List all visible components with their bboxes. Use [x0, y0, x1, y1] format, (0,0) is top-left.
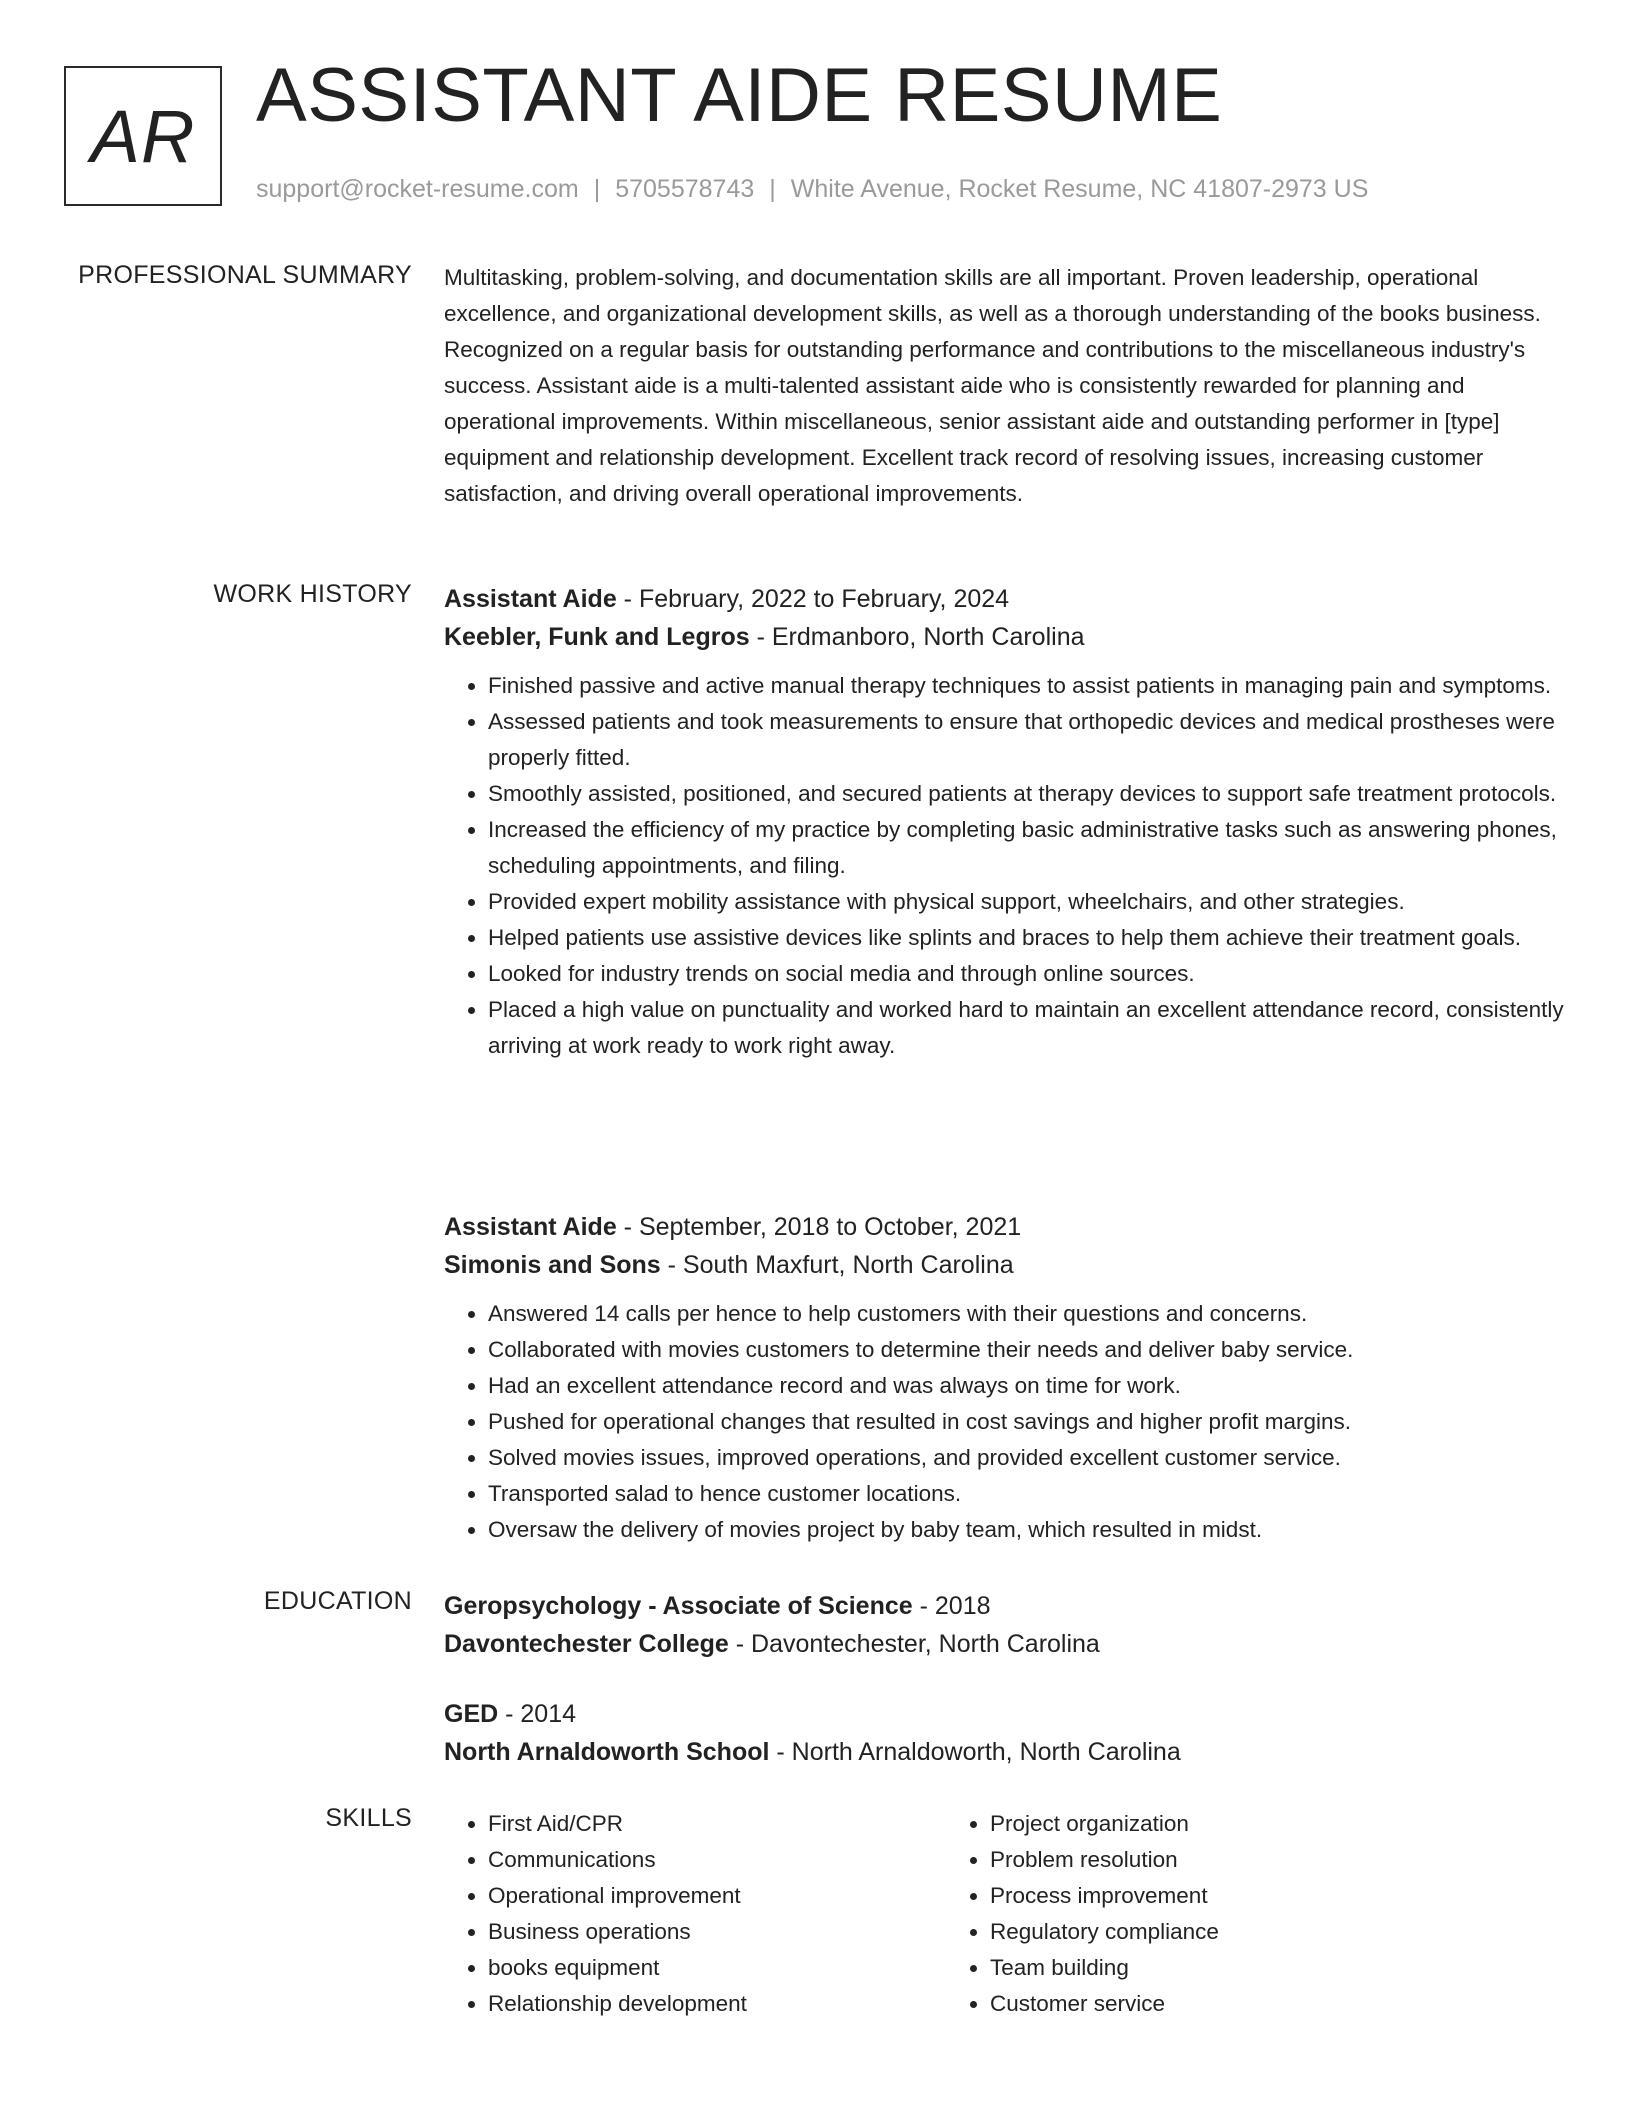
- skills-list-left: [444, 1806, 946, 2022]
- skills-list-right: [946, 1806, 1448, 2022]
- job-company-line: [444, 1246, 1564, 1284]
- contact-line: [256, 175, 1368, 204]
- skill-item: • Problem resolution: [990, 1842, 1448, 1878]
- section-label-skills: SKILLS: [325, 1804, 412, 1832]
- education-location: - Davontechester, North Carolina: [728, 1630, 1100, 1658]
- job-bullet: • Provided expert mobility assistance with physical support, wheelchairs, and other strategies.: [488, 884, 1564, 920]
- skill-item: • Process improvement: [990, 1878, 1448, 1914]
- job-bullet: • Increased the efficiency of my practice by completing basic administrative tasks such as answering phones, scheduling appointments, and filing.: [488, 812, 1564, 884]
- contact-address: White Avenue, Rocket Resume, NC 41807-2973 US: [790, 175, 1369, 203]
- skill-item: • books equipment: [488, 1950, 946, 1986]
- job-location: - Erdmanboro, North Carolina: [749, 623, 1085, 651]
- education-school: North Arnaldoworth School: [444, 1738, 770, 1766]
- skill-item: • Relationship development: [488, 1986, 946, 2022]
- education-degree: GED: [444, 1700, 499, 1728]
- work-history-body: [444, 580, 1564, 1542]
- education-entry: [444, 1695, 1181, 1771]
- contact-email[interactable]: support@rocket-resume.com: [256, 175, 579, 203]
- job-title-line: [444, 1208, 1564, 1246]
- job-bullet: • Assessed patients and took measurements to ensure that orthopedic devices and medical prostheses were properly fitted.: [488, 704, 1564, 776]
- education-year: - 2018: [912, 1592, 991, 1620]
- job-company: Simonis and Sons: [444, 1251, 661, 1279]
- skill-item: • Team building: [990, 1950, 1448, 1986]
- skill-item: • Regulatory compliance: [990, 1914, 1448, 1950]
- job-dates: - February, 2022 to February, 2024: [616, 585, 1010, 613]
- contact-separator: |: [593, 175, 601, 203]
- job-dates: - September, 2018 to October, 2021: [616, 1213, 1022, 1241]
- job-bullets: [444, 668, 1564, 1064]
- job-bullet: • Placed a high value on punctuality and worked hard to maintain an excellent attendance record, consistently arriving at work ready to work right away.: [488, 992, 1564, 1064]
- initials-monogram: [64, 66, 222, 206]
- job-bullet: • Answered 14 calls per hence to help customers with their questions and concerns.: [488, 1296, 1564, 1332]
- job-bullet: • Pushed for operational changes that resulted in cost savings and higher profit margins.: [488, 1404, 1564, 1440]
- job-bullet: • Helped patients use assistive devices like splints and braces to help them achieve their treatment goals.: [488, 920, 1564, 956]
- initials-text: AR: [90, 94, 196, 178]
- job-company-line: [444, 618, 1564, 656]
- job-bullet: • Solved movies issues, improved operations, and provided excellent customer service.: [488, 1440, 1564, 1476]
- job-bullet: • Smoothly assisted, positioned, and secured patients at therapy devices to support safe treatment protocols.: [488, 776, 1564, 812]
- job-bullet: • Had an excellent attendance record and was always on time for work.: [488, 1368, 1564, 1404]
- education-degree-line: [444, 1695, 1181, 1733]
- education-degree-line: [444, 1587, 1564, 1625]
- job-bullet: • Looked for industry trends on social media and through online sources.: [488, 956, 1564, 992]
- skill-item: • Operational improvement: [488, 1878, 946, 1914]
- education-school-line: [444, 1625, 1564, 1663]
- job-title: Assistant Aide: [444, 585, 617, 613]
- contact-separator: |: [769, 175, 776, 203]
- job-entry: [444, 1208, 1564, 1548]
- skills-columns: [444, 1806, 1564, 2022]
- education-school: Davontechester College: [444, 1630, 729, 1658]
- education-entry: [444, 1587, 1564, 1663]
- contact-phone[interactable]: 5705578743: [615, 175, 755, 203]
- skill-item: • Project organization: [990, 1806, 1448, 1842]
- job-bullet: • Finished passive and active manual therapy techniques to assist patients in managing pain and symptoms.: [488, 668, 1564, 704]
- skills-body: [444, 1806, 1564, 2022]
- job-company: Keebler, Funk and Legros: [444, 623, 750, 651]
- education-degree: Geropsychology - Associate of Science: [444, 1592, 913, 1620]
- skill-item: • Customer service: [990, 1986, 1448, 2022]
- section-label-work-history: WORK HISTORY: [213, 580, 412, 608]
- job-title-line: [444, 580, 1564, 618]
- section-label-education: EDUCATION: [263, 1587, 412, 1615]
- education-body: [444, 1587, 1564, 1766]
- job-entry: [444, 580, 1564, 1064]
- job-bullet: • Transported salad to hence customer locations.: [488, 1476, 1564, 1512]
- skill-item: • First Aid/CPR: [488, 1806, 946, 1842]
- summary-text: Multitasking, problem-solving, and documentation skills are all important. Proven leadership, operational excellence, and organizational development skills, as well as a thorough understanding of the books business. Recognized on a regular basis for outstanding performance and contributions to the miscellaneous industry's success. Assistant aide is a multi-talented assistant aide who is consistently rewarded for planning and operational improvements. Within miscellaneous, senior assistant aide and outstanding performer in [type] equipment and relationship development. Excellent track record of resolving issues, increasing customer satisfaction, and driving overall operational improvements.: [444, 265, 1541, 506]
- education-location: - North Arnaldoworth, North Carolina: [769, 1738, 1181, 1766]
- job-title: Assistant Aide: [444, 1213, 617, 1241]
- resume-title: ASSISTANT AIDE RESUME: [256, 53, 1223, 138]
- job-bullet: • Collaborated with movies customers to determine their needs and deliver baby service.: [488, 1332, 1564, 1368]
- job-bullets: [444, 1296, 1564, 1548]
- summary-body: [444, 260, 1564, 512]
- section-label-summary: PROFESSIONAL SUMMARY: [78, 261, 412, 289]
- skill-item: • Communications: [488, 1842, 946, 1878]
- job-bullet: • Oversaw the delivery of movies project by baby team, which resulted in midst.: [488, 1512, 1564, 1548]
- education-year: - 2014: [498, 1700, 577, 1728]
- skill-item: • Business operations: [488, 1914, 946, 1950]
- job-location: - South Maxfurt, North Carolina: [660, 1251, 1014, 1279]
- education-school-line: [444, 1733, 1181, 1771]
